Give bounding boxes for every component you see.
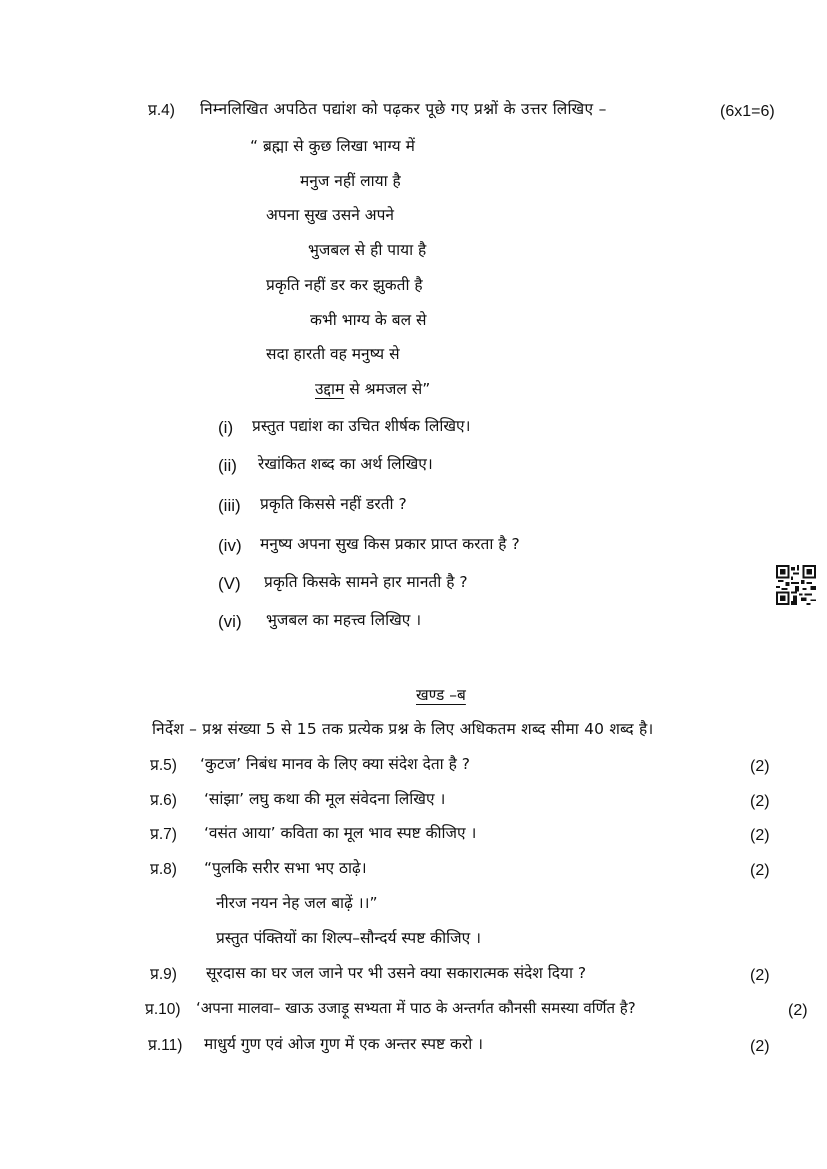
question-label: प्र.7)	[150, 826, 177, 843]
section-title: खण्ड –ब	[416, 686, 466, 704]
question-label: प्र.10)	[145, 1001, 181, 1018]
q4-label: प्र.4)	[148, 102, 175, 119]
q4-marks: (6x1=6)	[720, 103, 775, 120]
poem-line: सदा हारती वह मनुष्य से	[266, 345, 400, 363]
question-marks: (2)	[750, 827, 770, 844]
question-marks: (2)	[788, 1002, 808, 1019]
question-text: “पुलकि सरीर सभा भए ठाढ़े।	[204, 859, 367, 877]
poem-line	[315, 382, 430, 398]
question-text: ‘सांझा’ लघु कथा की मूल संवेदना लिखिए ।	[204, 790, 446, 808]
subquestion-number: (V)	[218, 574, 241, 593]
question-marks: (2)	[750, 793, 770, 810]
question-marks: (2)	[750, 862, 770, 879]
question-label: प्र.11)	[148, 1037, 183, 1054]
question-text-line: नीरज नयन नेह जल बाढ़ें ।।”	[216, 894, 378, 912]
section-instruction: निर्देश – प्रश्न संख्या 5 से 15 तक प्रत्येक प्रश्न के लिए अधिकतम शब्द सीमा 40 शब्द है।	[152, 720, 654, 738]
q4-text: निम्नलिखित अपठित पद्यांश को पढ़कर पूछे गए प्रश्नों के उत्तर लिखिए –	[200, 100, 607, 118]
question-text: माधुर्य गुण एवं ओज गुण में एक अन्तर स्पष्ट करो ।	[204, 1035, 484, 1053]
subquestion-text: प्रस्तुत पद्यांश का उचित शीर्षक लिखिए।	[252, 417, 471, 435]
underlined-word: उद्दाम	[315, 380, 345, 398]
poem-line: प्रकृति नहीं डर कर झुकती है	[266, 276, 423, 294]
question-label: प्र.6)	[150, 792, 177, 809]
question-text: सूरदास का घर जल जाने पर भी उसने क्या सकारात्मक संदेश दिया ?	[206, 964, 587, 982]
question-text: ‘कुटज’ निबंध मानव के लिए क्या संदेश देता है ?	[200, 755, 471, 773]
question-label: प्र.5)	[150, 757, 177, 774]
qr-code-icon	[776, 565, 816, 605]
poem-line: मनुज नहीं लाया है	[300, 172, 401, 190]
question-text: ‘वसंत आया’ कविता का मूल भाव स्पष्ट कीजिए ।	[204, 824, 477, 842]
question-text: ‘अपना मालवा– खाऊ उजाड़ू सभ्यता में पाठ के अन्तर्गत कौनसी समस्या वर्णित है?	[196, 999, 636, 1017]
subquestion-number: (i)	[218, 418, 234, 437]
subquestion-number: (iv)	[218, 536, 242, 555]
poem-line: भुजबल से ही पाया है	[308, 241, 427, 259]
poem-line-rest: से श्रमजल से”	[344, 380, 431, 398]
question-marks: (2)	[750, 967, 770, 984]
subquestion-text: प्रकृति किसके सामने हार मानती है ?	[264, 573, 468, 591]
subquestion-text: मनुष्य अपना सुख किस प्रकार प्राप्त करता है ?	[260, 535, 520, 553]
subquestion-number: (ii)	[218, 456, 237, 475]
question-marks: (2)	[750, 1038, 770, 1055]
question-text-line: प्रस्तुत पंक्तियों का शिल्प–सौन्दर्य स्पष्ट कीजिए ।	[216, 929, 481, 947]
subquestion-number: (iii)	[218, 496, 241, 515]
subquestion-text: रेखांकित शब्द का अर्थ लिखिए।	[258, 455, 433, 473]
subquestion-number: (vi)	[218, 612, 242, 631]
question-label: प्र.8)	[150, 861, 177, 878]
poem-line: “ ब्रह्मा से कुछ लिखा भाग्य में	[250, 137, 415, 155]
question-label: प्र.9)	[150, 966, 177, 983]
poem-line: अपना सुख उसने अपने	[266, 206, 395, 224]
subquestion-text: भुजबल का महत्त्व लिखिए ।	[266, 611, 422, 629]
question-marks: (2)	[750, 758, 770, 775]
poem-line: कभी भाग्य के बल से	[310, 311, 427, 329]
subquestion-text: प्रकृति किससे नहीं डरती ?	[260, 495, 407, 513]
